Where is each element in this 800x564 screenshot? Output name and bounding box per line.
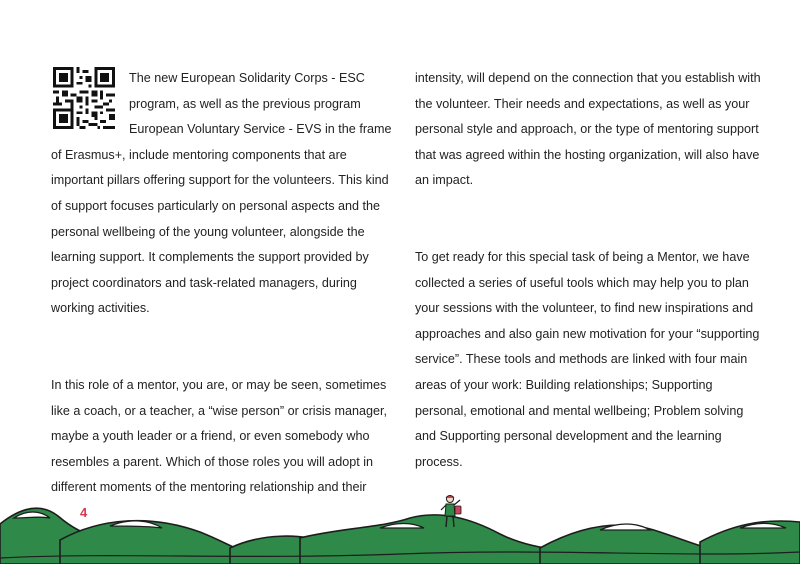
right-paragraph-2: To get ready for this special task of being a Mentor, we have collected a series of useful tools which may help you to plan your sessions with the volunteer, to find new inspirations and approaches and also gain new motivation for your “supporting service”. These tools and methods are linked with four main areas of your work: Building relationships; Supporting personal, emotional and mental wellbeing; Problem solving and Supporting personal development and the learning process. <box>415 249 760 469</box>
page-number: 4 <box>80 505 88 520</box>
qr-code-icon <box>53 67 115 129</box>
left-column <box>51 66 401 501</box>
right-paragraph-1: intensity, will depend on the connection that you establish with the volunteer. Their needs and expectations, as well as your personal style and approach, or the type of mentoring support that was agreed within the hosting organization, will also have an impact. <box>415 71 761 188</box>
left-paragraph-1: The new European Solidarity Corps - ESC program, as well as the previous program European Voluntary Service - EVS in the frame of Erasmus+, include mentoring components that are important pillars offering support for the volunteers. This kind of support focuses particularly on personal aspects and the personal wellbeing of the young volunteer, alongside the learning support. It complements the support provided by project coordinators and task-related managers, during working activities. <box>51 71 392 316</box>
person-on-hill-icon <box>436 494 466 530</box>
left-paragraph-2: In this role of a mentor, you are, or may be seen, sometimes like a coach, or a teacher, a “wise person” or crisis manager, maybe a youth leader or a friend, or even somebody who resembles a parent. Which of those roles you will adopt in different moments of the mentoring relationship and their <box>51 377 387 495</box>
right-column <box>415 66 765 475</box>
hills-illustration <box>0 488 800 564</box>
